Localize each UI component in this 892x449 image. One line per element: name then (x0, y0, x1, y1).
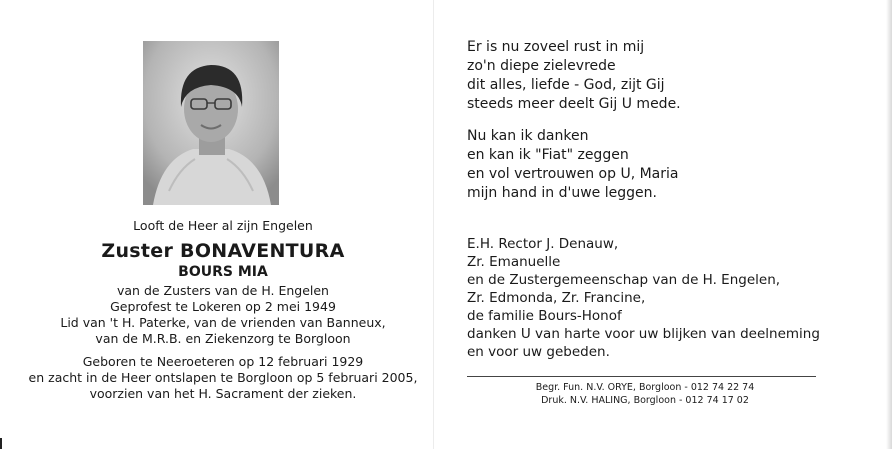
poem-line: mijn hand in d'uwe leggen. (467, 185, 657, 201)
divider-rule (467, 376, 816, 377)
detail-line: Lid van 't H. Paterke, van de vrienden van Banneux, (60, 315, 386, 330)
deceased-title: Zuster BONAVENTURA (101, 240, 345, 262)
thanks-line: Zr. Emanuelle (467, 254, 561, 270)
life-line: en zacht in de Heer ontslapen te Borgloon op 5 februari 2005, (28, 370, 418, 385)
life-line: voorzien van het H. Sacrament der zieken. (89, 386, 357, 401)
poem-line: steeds meer deelt Gij U mede. (467, 96, 681, 112)
intro-line: Looft de Heer al zijn Engelen (133, 218, 313, 233)
poem-line: dit alles, liefde - God, zijt Gij (467, 77, 665, 93)
thanks-line: en voor uw gebeden. (467, 344, 610, 360)
deceased-name: BOURS MIA (178, 264, 268, 280)
detail-line: Geprofest te Lokeren op 2 mei 1949 (110, 299, 336, 314)
poem-line: en kan ik "Fiat" zeggen (467, 147, 629, 163)
thanks-line: en de Zustergemeenschap van de H. Engelen, (467, 272, 781, 288)
poem-line: Er is nu zoveel rust in mij (467, 39, 645, 55)
life-line: Geboren te Neeroeteren op 12 februari 1929 (82, 354, 364, 369)
poem-line: zo'n diepe zielevrede (467, 58, 616, 74)
thanks-line: danken U van harte voor uw blijken van deelneming (467, 326, 820, 342)
detail-line: van de M.R.B. en Ziekenzorg te Borgloon (95, 331, 351, 346)
credit-line: Begr. Fun. N.V. ORYE, Borgloon - 012 74 22 74 (535, 382, 755, 393)
scan-edge-shadow (886, 0, 892, 449)
detail-line: van de Zusters van de H. Engelen (117, 283, 329, 298)
poem-line: Nu kan ik danken (467, 128, 589, 144)
portrait-photo (143, 41, 279, 205)
thanks-line: de familie Bours-Honof (467, 308, 622, 324)
card-fold (433, 0, 434, 449)
thanks-line: Zr. Edmonda, Zr. Francine, (467, 290, 646, 306)
poem-line: en vol vertrouwen op U, Maria (467, 166, 679, 182)
scan-edge-mark (0, 438, 2, 449)
credit-line: Druk. N.V. HALING, Borgloon - 012 74 17 02 (541, 395, 749, 406)
thanks-line: E.H. Rector J. Denauw, (467, 236, 619, 252)
